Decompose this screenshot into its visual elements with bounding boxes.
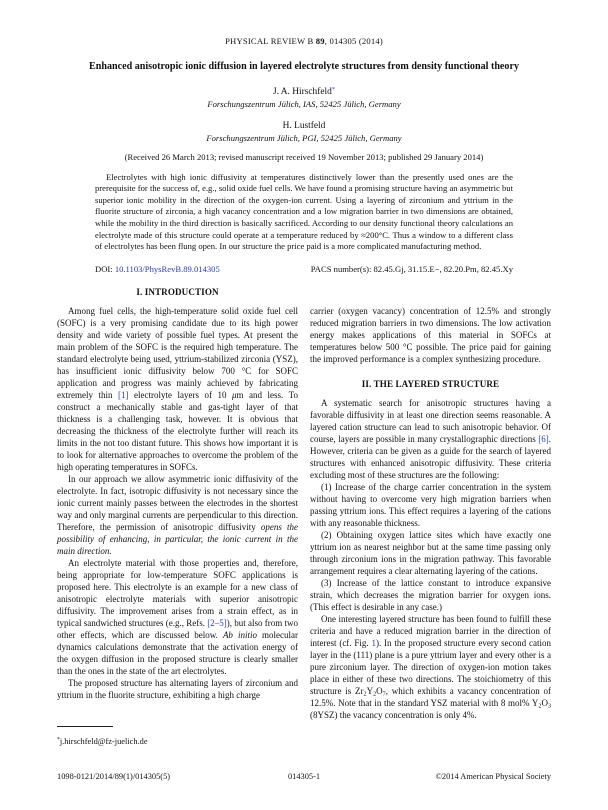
section-heading-introduction: I. INTRODUCTION [136, 286, 219, 297]
author-affiliation-1: Forschungszentrum Jülich, IAS, 52425 Jülich, Germany [207, 98, 401, 109]
text-segment: (3) Increase of the lattice constant to introduce expansive strain, which decreases the migration barrier for oxygen ions. (This effect is desirable in any case.) [310, 577, 551, 612]
footer-copyright: ©2014 American Physical Society [435, 772, 552, 781]
paragraph [57, 305, 298, 473]
text-segment: Among fuel cells, the high-temperature solid oxide fuel cell (SOFC) is a very promising candidate due to its high power density and wide variety of possible fuel types. At present the main problem of the SOFC is the required high temperature. The standard electrolyte being used, yttrium-stabilized zirconia (YSZ), has insufficient ionic diffusivity below 700 °C for SOFC application and progress was mainly achieved by fabricating extremely thin [57, 305, 298, 400]
doi-pacs-row [95, 264, 513, 274]
link[interactable]: [6] [538, 433, 549, 444]
text-segment: 2 [373, 691, 377, 698]
text-segment: ), but also from two other effects, which are discussed below. [57, 617, 298, 640]
link[interactable]: [2–5] [207, 617, 227, 628]
footer-issn-code: 1098-0121/2014/89(1)/014305(5) [57, 772, 171, 781]
received-dates: (Received 26 March 2013; revised manuscript received 19 November 2013; published 29 January 2014) [124, 151, 484, 162]
text-segment: μ [232, 389, 237, 400]
paragraph [310, 613, 551, 721]
text-segment: An electrolyte material with those properties and, therefore, being appropriate for low-temperature SOFC applications is proposed here. This electrolyte is an example for a new class of anisotropic electrolyte materials with superior anisotropic diffusivity. The improvement arises from a strain effect, as in typical sandwiched structures (e.g., Refs. [57, 557, 298, 628]
paragraph [310, 481, 551, 529]
author-name-1 [57, 87, 551, 97]
two-column-body [57, 286, 551, 750]
section-heading-layered-structure: II. THE LAYERED STRUCTURE [361, 378, 500, 389]
text-segment: (8YSZ) the vacancy concentration is only 4%. [310, 709, 477, 720]
footnote-rule [57, 726, 113, 727]
text-segment: ). In the proposed structure every second cation layer in the (111) plane is a pure yttrium layer and every other is a pure zirconium layer. The direction of oxygen-ion motion takes place in either of these two directions. The stoichiometry of this structure is Zr [310, 637, 551, 696]
text-segment: molecular dynamics calculations demonstrate that the activation energy of the oxygen diffusion in the proposed structure is clearly smaller than the ones in the state of the art electrolytes. [57, 629, 299, 676]
text-segment: , 014305 (2014) [324, 36, 383, 46]
paragraph [310, 397, 551, 481]
author-affiliation-2: Forschungszentrum Jülich, PGI, 52425 Jülich, Germany [206, 132, 402, 143]
text-segment: carrier (oxygen vacancy) concentration of 12.5% and strongly reduced migration barriers in two dimensions. The low activation energy makes applications of this material in SOFCs at temperatures below 500 °C possible. The price paid for gaining the improved performance is a complex synthesizing procedure. [310, 305, 551, 364]
right-column [310, 286, 551, 750]
text-segment: Y [366, 685, 374, 696]
text-segment: 2 [538, 703, 542, 710]
text-segment: Ab initio [222, 629, 257, 640]
text-segment: 7 [382, 691, 386, 698]
text-segment: (2) Obtaining oxygen lattice sites which have exactly one yttrium ion as nearest neighbor but at the same time passing only through zirconium ions in the migration pathway. This favorable arrangement requires a clear alternating layering of the cations. [310, 529, 551, 576]
text-segment: The proposed structure has alternating layers of zirconium and yttrium in the fluorite structure, exhibiting a high charge [57, 677, 298, 700]
link[interactable]: [1] [118, 389, 129, 400]
paragraph-continuation [310, 305, 551, 365]
text-segment: , which exhibits a vacancy concentration of 12.5%. Note that in the standard YSZ material with 8 mol% Y [310, 685, 551, 708]
text-segment: 3 [547, 703, 551, 710]
paragraph [310, 577, 551, 613]
text-segment: j.hirschfeld@fz-juelich.de [59, 736, 148, 746]
text-segment: electrolyte layers of 10 [128, 389, 232, 400]
text-segment: Electrolytes with high ionic diffusivity at temperatures distinctively lower than the presently used ones are the prerequisite for the success of, e.g., solid oxide fuel cells. We have found a promising structure having an asymmetric but superior ionic mobility in the direction of the oxygen-ion current. Using a layering of zirconium and yttrium in the fluorite structure of zirconia, a high vacancy concentration and a low migration barrier in two dimensions are obtained, while the mobility in the third direction is basically sacrificed. According to our density functional theory calculations an electrolyte made of this structure could operate at a temperature reduced by ≈200°C. Thus a window to a different class of electrolytes has been flung open. In our structure the price paid is a more complicated manufacturing method. [95, 171, 513, 252]
text-segment: . However, criteria can be given as a guide for the search of layered structures with enhanced anisotropic diffusivity. These criteria excluding most of these structures are the following: [310, 433, 551, 480]
footnote-block [57, 726, 298, 750]
text-segment: m and less. To construct a mechanically stable and gas-tight layer of that thickness is a challenging task, however. It is obvious that decreasing the thickness of the electrolyte further will reach its limits in the not too distant future. This shows how important it is to look for alternative approaches to overcome the problem of the high operating temperatures in SOFCs. [57, 389, 299, 472]
link[interactable]: 10.1103/PhysRevB.89.014305 [114, 263, 220, 274]
text-segment: A systematic search for anisotropic structures having a favorable diffusivity in at least one direction seems reasonable. A layered cation structure can lead to such anisotropic behavior. Of course, layers are possible in many crystallographic directions [310, 397, 551, 444]
journal-header [57, 36, 551, 46]
page-footer [57, 772, 551, 781]
author-name-2 [57, 121, 551, 131]
left-column [57, 286, 298, 750]
text-segment: DOI: [95, 263, 115, 274]
link[interactable]: * [331, 85, 336, 93]
paragraph [310, 529, 551, 577]
text-segment: 89 [315, 36, 325, 46]
text-segment: opens the possibility of enhancing, in particular, the ionic current in the main direction. [57, 521, 298, 556]
text-segment: In our approach we allow asymmetric ionic diffusivity of the electrolyte. In fact, isotropic diffusivity is not necessary since the ionic current mainly passes between the electrodes in the shortest way and only marginal currents are perpendicular to this direction. Therefore, the permission of anisotropic diffusivity [57, 473, 298, 532]
footer-page-number: 014305-1 [287, 772, 321, 781]
text-segment: 2 [363, 691, 367, 698]
text-segment: * [57, 736, 60, 743]
abstract [95, 172, 513, 253]
text-segment: H. Lustfeld [282, 120, 326, 131]
text-segment: J. A. Hirschfeld [272, 86, 332, 97]
paragraph [57, 677, 298, 701]
text-segment: One interesting layered structure has been found to fulfill these criteria and have a reduced migration barrier in the direction of interest (cf. Fig. [310, 613, 551, 648]
text-segment: O [541, 697, 548, 708]
link[interactable]: 1 [371, 637, 376, 648]
paragraph [57, 557, 298, 677]
text-segment: (1) Increase of the charge carrier concentration in the system without having to overcome very high migration barriers when passing yttrium ions. This effect requires a layering of the cations with any reasonable thickness. [310, 481, 551, 528]
paragraph [57, 473, 298, 557]
pacs-numbers: PACS number(s): 82.45.Gj, 31.15.E−, 82.20.Pm, 82.45.Xy [310, 263, 513, 274]
text-segment: O [376, 685, 383, 696]
doi-line [95, 264, 220, 274]
text-segment: PHYSICAL REVIEW B [225, 36, 316, 46]
paper-title: Enhanced anisotropic ionic diffusion in layered electrolyte structures from density functional theory [88, 61, 519, 72]
footnote-email [57, 736, 298, 748]
